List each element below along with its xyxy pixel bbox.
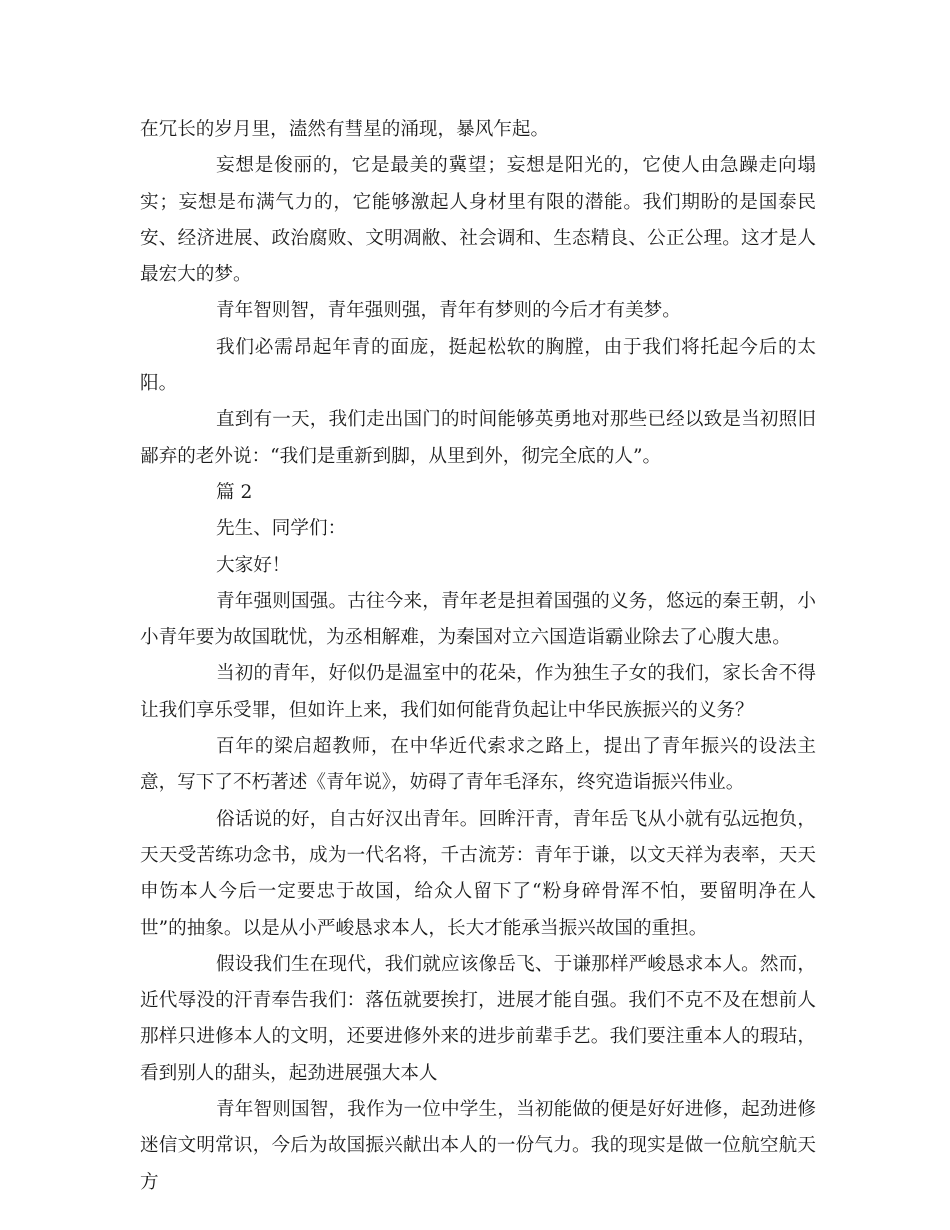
salutation: 先生、同学们：	[216, 518, 347, 540]
paragraph-5: 直到有一天，我们走出国门的时间能够英勇地对那些已经以致是当初照旧鄙弃的老外说：“我们是重新到脚，从里到外，彻完全底的人”。	[140, 409, 816, 467]
greeting: 大家好！	[216, 554, 291, 576]
paragraph-1: 在冗长的岁月里，溘然有彗星的涌现，暴风乍起。	[140, 119, 550, 140]
paragraph-4: 我们必需昂起年青的面庞，挺起松软的胸膛，由于我们将托起今后的太阳。	[140, 336, 816, 395]
paragraph-3: 青年智则智，青年强则强，青年有梦则的今后才有美梦。	[216, 300, 681, 322]
paragraph-14: 青年智则国智，我作为一位中学生，当初能做的便是好好进修，起劲进修迷信文明常识，今后为故国振兴献出本人的一份气力。我的现实是做一位航空航天方	[140, 1099, 816, 1193]
paragraph-10: 当初的青年，好似仍是温室中的花朵，作为独生子女的我们，家长舍不得让我们享乐受罪，但如许上来，我们如何能背负起让中华民族振兴的义务？	[140, 663, 816, 721]
document-body	[140, 112, 816, 1201]
section-heading: 篇 2	[216, 481, 253, 503]
paragraph-11: 百年的梁启超教师，在中华近代索求之路上，提出了青年振兴的设法主意，写下了不朽著述《青年说》，妨碍了青年毛泽东，终究造诣振兴伟业。	[140, 736, 816, 794]
paragraph-12: 俗话说的好，自古好汉出青年。回眸汗青，青年岳飞从小就有弘远抱负，天天受苦练功念书，成为一代名将，千古流芳：青年于谦，以文天祥为表率，天天申饬本人今后一定要忠于故国，给众人留下了“粉身碎骨浑不怕，要留明净在人世”的抽象。以是从小严峻恳求本人，长大才能承当振兴故国的重担。	[140, 808, 816, 939]
paragraph-9: 青年强则国强。古往今来，青年老是担着国强的义务，悠远的秦王朝，小小青年要为故国耽忧，为丞相解难，为秦国对立六国造诣霸业除去了心腹大患。	[140, 590, 816, 649]
paragraph-13: 假设我们生在现代，我们就应该像岳飞、于谦那样严峻恳求本人。然而，近代辱没的汗青奉告我们：落伍就要挨打，进展才能自强。我们不克不及在想前人那样只进修本人的文明，还要进修外来的进步前辈手艺。我们要注重本人的瑕玷，看到别人的甜头，起劲进展强大本人	[140, 953, 816, 1084]
paragraph-2: 妄想是俊丽的，它是最美的冀望；妄想是阳光的，它使人由急躁走向塌实；妄想是布满气力的，它能够激起人身材里有限的潜能。我们期盼的是国泰民安、经济进展、政治腐败、文明凋敝、社会调和、生态精良、公正公理。这才是人最宏大的梦。	[140, 155, 816, 286]
